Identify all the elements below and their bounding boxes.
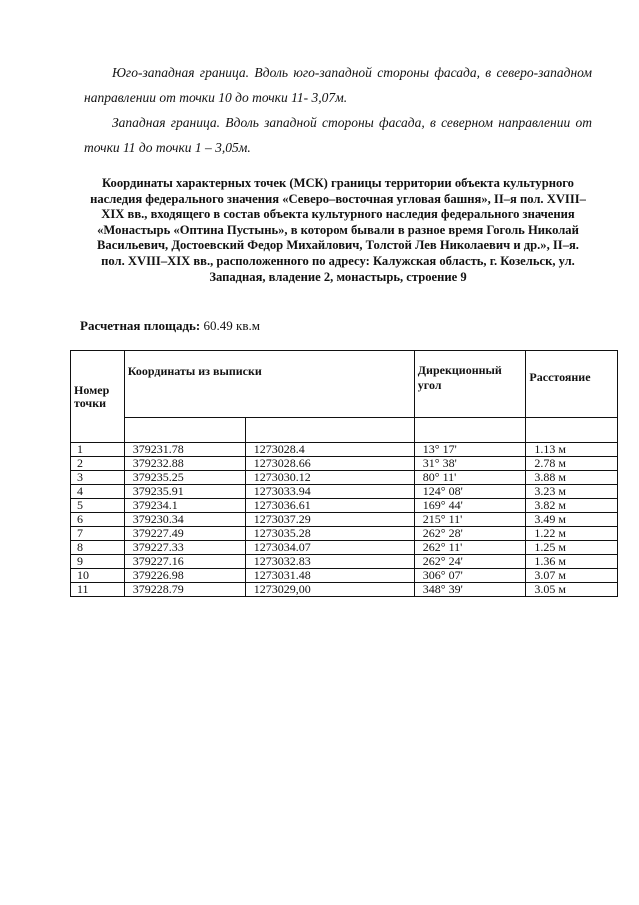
subheader-cell xyxy=(245,418,414,443)
paragraph-text: Юго-западная граница. Вдоль юго-западной стороны фасада, в северо-западном направлении от точки 10 до точки 11- 3,07м. xyxy=(84,65,592,105)
y-coordinate-cell: 1273034.07 xyxy=(245,541,414,555)
table-row xyxy=(71,569,618,583)
y-coordinate-cell: 1273033.94 xyxy=(245,485,414,499)
x-coordinate-cell: 379227.49 xyxy=(124,527,245,541)
direction-angle-cell: 262° 28' xyxy=(414,527,526,541)
table-header-row xyxy=(71,351,618,418)
y-coordinate-cell: 1273035.28 xyxy=(245,527,414,541)
point-number-cell: 10 xyxy=(71,569,125,583)
point-number-cell: 2 xyxy=(71,457,125,471)
point-number-cell: 11 xyxy=(71,583,125,597)
table-row xyxy=(71,555,618,569)
distance-cell: 2.78 м xyxy=(526,457,618,471)
y-coordinate-cell: 1273028.66 xyxy=(245,457,414,471)
y-coordinate-cell: 1273036.61 xyxy=(245,499,414,513)
x-coordinate-cell: 379230.34 xyxy=(124,513,245,527)
point-number-cell: 9 xyxy=(71,555,125,569)
y-coordinate-cell: 1273028.4 xyxy=(245,443,414,457)
x-coordinate-cell: 379227.16 xyxy=(124,555,245,569)
subheader-cell xyxy=(124,418,245,443)
y-coordinate-cell: 1273030.12 xyxy=(245,471,414,485)
calculated-area xyxy=(80,318,260,334)
area-value: 60.49 кв.м xyxy=(203,318,260,333)
direction-angle-cell: 215° 11' xyxy=(414,513,526,527)
x-coordinate-cell: 379231.78 xyxy=(124,443,245,457)
table-subheader-row xyxy=(71,418,618,443)
point-number-cell: 4 xyxy=(71,485,125,499)
distance-cell: 3.05 м xyxy=(526,583,618,597)
direction-angle-cell: 348° 39' xyxy=(414,583,526,597)
y-coordinate-cell: 1273037.29 xyxy=(245,513,414,527)
y-coordinate-cell: 1273031.48 xyxy=(245,569,414,583)
header-coordinates: Координаты из выписки xyxy=(124,351,414,418)
distance-cell: 3.88 м xyxy=(526,471,618,485)
distance-cell: 1.25 м xyxy=(526,541,618,555)
direction-angle-cell: 306° 07' xyxy=(414,569,526,583)
distance-cell: 1.13 м xyxy=(526,443,618,457)
subheader-cell xyxy=(414,418,526,443)
direction-angle-cell: 262° 24' xyxy=(414,555,526,569)
table-row xyxy=(71,499,618,513)
x-coordinate-cell: 379226.98 xyxy=(124,569,245,583)
point-number-cell: 1 xyxy=(71,443,125,457)
table-row xyxy=(71,457,618,471)
point-number-cell: 7 xyxy=(71,527,125,541)
direction-angle-cell: 80° 11' xyxy=(414,471,526,485)
y-coordinate-cell: 1273029,00 xyxy=(245,583,414,597)
paragraph-text: Западная граница. Вдоль западной стороны фасада, в северном направлении от точки 11 до точки 1 – 3,05м. xyxy=(84,115,592,155)
direction-angle-cell: 31° 38' xyxy=(414,457,526,471)
area-label: Расчетная площадь: xyxy=(80,318,201,333)
table-row xyxy=(71,513,618,527)
x-coordinate-cell: 379232.88 xyxy=(124,457,245,471)
distance-cell: 1.36 м xyxy=(526,555,618,569)
table-row xyxy=(71,471,618,485)
point-number-cell: 3 xyxy=(71,471,125,485)
x-coordinate-cell: 379227.33 xyxy=(124,541,245,555)
x-coordinate-cell: 379235.25 xyxy=(124,471,245,485)
header-direction-angle: Дирекционный угол xyxy=(414,351,526,418)
header-point-number: Номер точки xyxy=(71,351,125,443)
direction-angle-cell: 124° 08' xyxy=(414,485,526,499)
section-heading: Координаты характерных точек (МСК) границы территории объекта культурного наследия федерального значения «Северо–восточная угловая башня», II–я пол. XVIII–XIX вв., входящего в состав объекта культурного наследия федерального значения «Монастырь «Оптина Пустынь», в котором бывали в разное время Гоголь Николай Васильевич, Достоевский Федор Михайлович, Толстой Лев Николаевич и др.», II–я. пол. XVIII–XIX вв., расположенного по адресу: Калужская область, г. Козельск, ул. Западная, владение 2, монастырь, строение 9 xyxy=(90,176,586,284)
y-coordinate-cell: 1273032.83 xyxy=(245,555,414,569)
point-number-cell: 5 xyxy=(71,499,125,513)
direction-angle-cell: 13° 17' xyxy=(414,443,526,457)
paragraph-west-boundary xyxy=(84,110,592,160)
distance-cell: 3.82 м xyxy=(526,499,618,513)
table-row xyxy=(71,527,618,541)
coordinates-table xyxy=(70,350,618,597)
direction-angle-cell: 169° 44' xyxy=(414,499,526,513)
distance-cell: 3.49 м xyxy=(526,513,618,527)
paragraph-southwest-boundary xyxy=(84,60,592,110)
x-coordinate-cell: 379235.91 xyxy=(124,485,245,499)
x-coordinate-cell: 379228.79 xyxy=(124,583,245,597)
table-row xyxy=(71,443,618,457)
distance-cell: 1.22 м xyxy=(526,527,618,541)
distance-cell: 3.23 м xyxy=(526,485,618,499)
point-number-cell: 6 xyxy=(71,513,125,527)
x-coordinate-cell: 379234.1 xyxy=(124,499,245,513)
point-number-cell: 8 xyxy=(71,541,125,555)
distance-cell: 3.07 м xyxy=(526,569,618,583)
subheader-cell xyxy=(526,418,618,443)
header-distance: Расстояние xyxy=(526,351,618,418)
table-row xyxy=(71,583,618,597)
table-row xyxy=(71,485,618,499)
table-row xyxy=(71,541,618,555)
direction-angle-cell: 262° 11' xyxy=(414,541,526,555)
